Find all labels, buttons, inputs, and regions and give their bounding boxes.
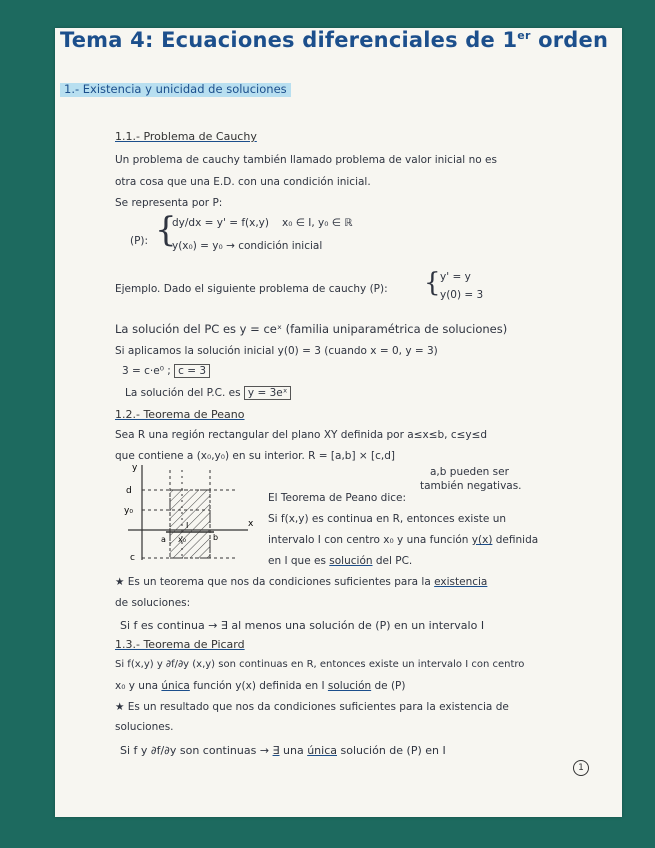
region-graph xyxy=(118,460,258,570)
equation: y(0) = 3 xyxy=(440,289,484,301)
star-note: ★ Es un resultado que nos da condiciones suficientes para la existencia de xyxy=(115,701,509,713)
subsection-heading-picard: 1.3.- Teorema de Picard xyxy=(115,638,245,651)
hatched-region xyxy=(170,490,210,558)
page-title: Tema 4: Ecuaciones diferenciales de 1er orden xyxy=(60,28,609,52)
notebook-page xyxy=(55,28,622,817)
equation: dy/dx = y' = f(x,y) xyxy=(172,217,269,229)
boxed-result: y = 3eˣ xyxy=(244,386,292,400)
text-line: Sea R una región rectangular del plano XY definida por a≤x≤b, c≤y≤d xyxy=(115,429,488,441)
subsection-heading-cauchy: 1.1.- Problema de Cauchy xyxy=(115,130,257,143)
axis-label-x: x xyxy=(248,519,254,529)
statement: Si f es continua → ∃ al menos una solución de (P) en un intervalo I xyxy=(120,619,485,632)
text-line: Un problema de cauchy también llamado problema de valor inicial no es xyxy=(115,154,497,166)
text-line: intervalo I con centro x₀ y una función y(x) definida xyxy=(268,534,539,546)
text-line: otra cosa que una E.D. con una condición inicial. xyxy=(115,176,371,188)
note: también negativas. xyxy=(420,480,522,492)
equation: y(x₀) = y₀ → condición inicial xyxy=(172,240,323,252)
equation: 3 = c·e⁰ ; c = 3 xyxy=(122,366,210,377)
text-line: en I que es solución del PC. xyxy=(268,555,413,567)
brace: { xyxy=(424,268,441,298)
equation: y' = y xyxy=(440,271,471,283)
tick-label-d: d xyxy=(126,486,132,496)
text-line: Si f(x,y) y ∂f/∂y (x,y) son continuas en R, entonces existe un intervalo I con centro xyxy=(115,659,525,670)
text-line: Si aplicamos la solución inicial y(0) = 3 (cuando x = 0, y = 3) xyxy=(115,345,438,357)
system-label: (P): xyxy=(130,235,149,247)
statement: Si f y ∂f/∂y son continuas → ∃ una única solución de (P) en I xyxy=(120,744,446,757)
section-heading: 1.- Existencia y unicidad de soluciones xyxy=(60,83,291,97)
text-line: La solución del P.C. es y = 3eˣ xyxy=(125,388,291,399)
example-text: Ejemplo. Dado el siguiente problema de cauchy (P): xyxy=(115,283,388,295)
page-number: 1 xyxy=(573,760,589,776)
text-line: La solución del PC es y = ceˣ (familia uniparamétrica de soluciones) xyxy=(115,322,508,336)
tick-label-c: c xyxy=(130,553,135,563)
equation-condition: x₀ ∈ I, y₀ ∈ ℝ xyxy=(282,217,353,229)
text-line: soluciones. xyxy=(115,721,174,733)
boxed-result: c = 3 xyxy=(174,364,210,378)
tick-label-x0: x₀ xyxy=(178,535,186,544)
text-line: x₀ y una única función y(x) definida en I solución de (P) xyxy=(115,680,406,692)
text-line: Se representa por P: xyxy=(115,197,223,209)
brace: { xyxy=(155,210,177,250)
note: a,b pueden ser xyxy=(430,466,509,478)
text-line: de soluciones: xyxy=(115,597,191,609)
text-line: Si f(x,y) es continua en R, entonces existe un xyxy=(268,513,507,525)
text-line: que contiene a (x₀,y₀) en su interior. R = [a,b] × [c,d] xyxy=(115,450,395,462)
axis-label-y: y xyxy=(132,463,138,473)
tick-label-y0: y₀ xyxy=(124,506,133,516)
interval-label: I xyxy=(186,521,189,530)
tick-label-b: b xyxy=(213,533,219,542)
tick-label-a: a xyxy=(161,535,166,544)
text-line: El Teorema de Peano dice: xyxy=(268,492,407,504)
subsection-heading-peano: 1.2.- Teorema de Peano xyxy=(115,408,245,421)
star-note: ★ Es un teorema que nos da condiciones suficientes para la existencia xyxy=(115,576,488,588)
